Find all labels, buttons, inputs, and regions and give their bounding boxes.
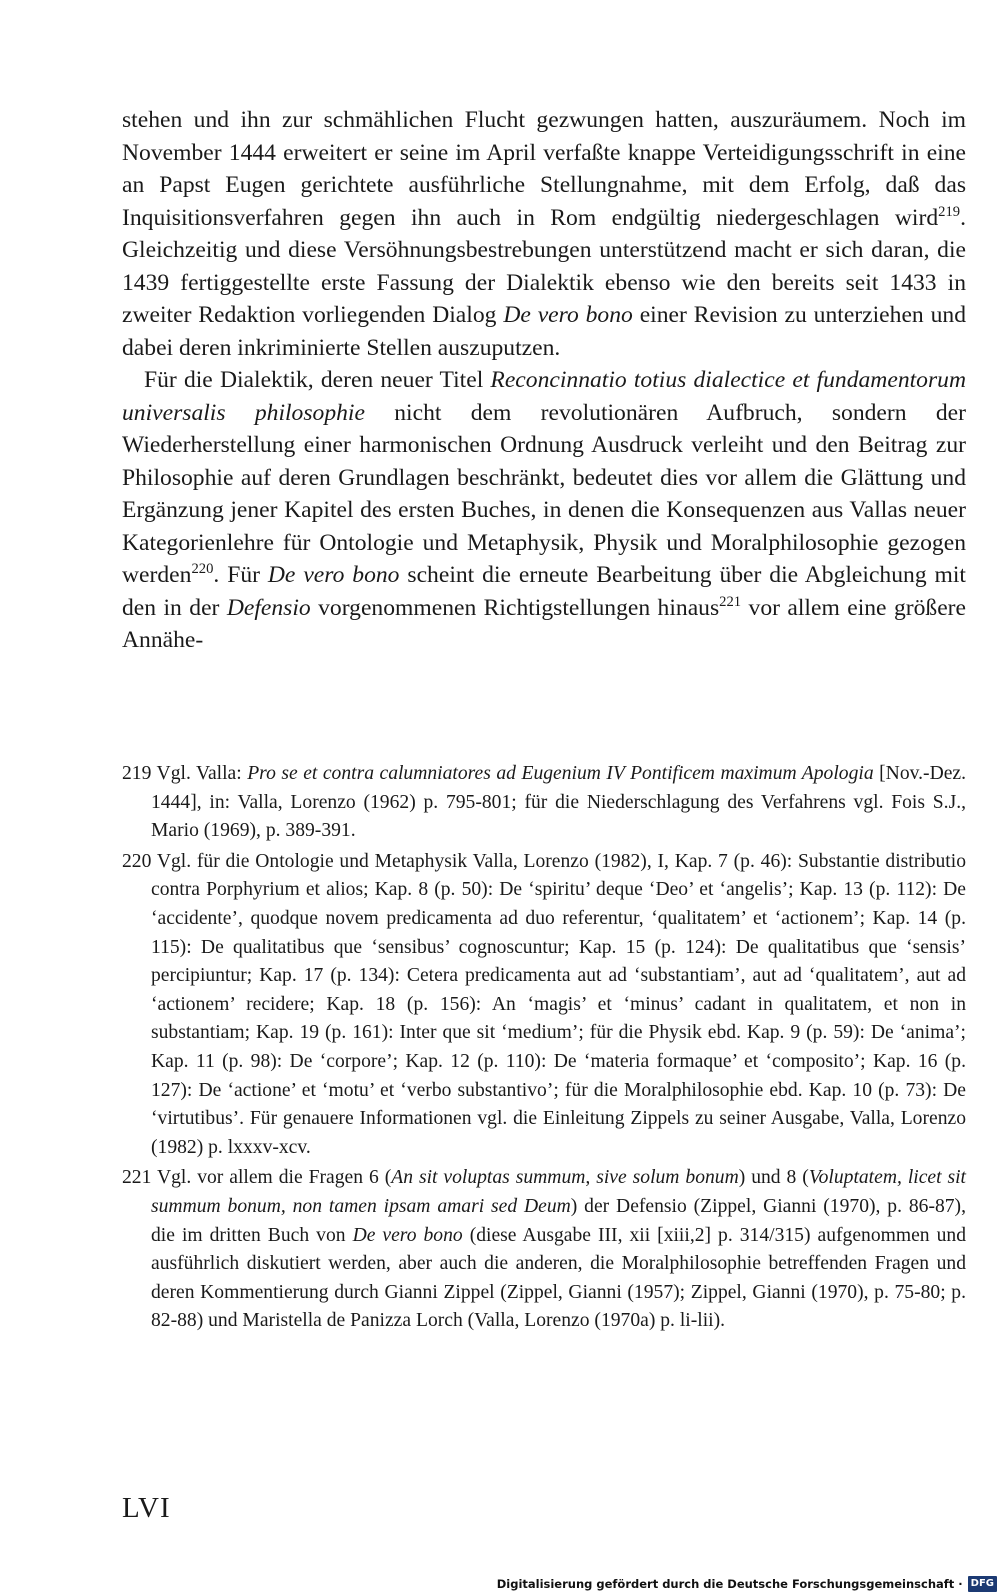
italic-text: De vero bono — [503, 302, 633, 328]
footnote — [122, 760, 966, 846]
italic-text: Pro se et contra calumniatores ad Eugenium IV Pontificem maximum Apologia — [247, 763, 874, 784]
footnote-number: 220 — [122, 850, 152, 872]
italic-text: Voluptatem, licet sit summum bonum, non tamen ipsam amari sed Deum — [151, 1167, 966, 1217]
footnote-number: 221 — [122, 1167, 152, 1189]
page-number: LVI — [122, 1492, 171, 1524]
footnote-reference: 219 — [938, 203, 961, 220]
main-text — [122, 104, 966, 657]
digitization-credit — [497, 1575, 997, 1593]
paragraph — [122, 104, 966, 364]
footnote — [122, 848, 966, 1163]
footnote-number: 219 — [122, 763, 152, 784]
footnote-reference: 220 — [191, 560, 214, 577]
text-run: Vgl. für die Ontologie und Metaphysik Valla, Lorenzo (1982), I, Kap. 7 (p. 46): Substantie distributio contra Porphyrium et alios; Kap. 8 (p. 50): De ‘spiritu’ deque ‘Deo’ et ‘angelis’; Kap. 13 (p. 112): De ‘accidente’, quodque novem predicamenta ad duo referentur, ‘qualitatem’ et ‘actionem’; Kap. 14 (p. 115): De qualitatibus que ‘sensibus’ cognoscuntur; Kap. 15 (p. 124): De qualitatibus que ‘sensis’ percipiuntur; Kap. 17 (p. 134): Cetera predicamenta aut ad ‘substantiam’, aut ad ‘qualitatem’, aut ad ‘actionem’ recidere; Kap. 18 (p. 156): An ‘magis’ et ‘minus’ cadant in qualitatem, et non in substantiam; Kap. 19 (p. 161): Inter que sit ‘medium’; für die Physik ebd. Kap. 9 (p. 59): De ‘anima’; Kap. 11 (p. 98): De ‘corpore’; Kap. 12 (p. 110): De ‘materia formaque’ et ‘composito’; Kap. 16 (p. 127): De ‘actione’ et ‘motu’ et ‘verbo substantivo’; für die Moralphilosophie ebd. Kap. 10 (p. 73): De ‘virtutibus’. Für genauere Informationen vgl. die Einleitung Zippels zu seiner Ausgabe, Valla, Lorenzo (1982) p. lxxxv-xcv. — [151, 850, 966, 1158]
digitization-credit-text: Digitalisierung gefördert durch die Deutsche Forschungsgemeinschaft · — [496, 1577, 963, 1591]
text-run: . Gleichzeitig und diese Versöhnungsbestrebungen unterstützend macht er sich daran, die 1439 fertiggestellte erste Fassung der Dialektik ebenso wie den bereits seit 1433 in zweiter Redaktion vorliegenden Dialog — [122, 204, 966, 328]
italic-text: De vero bono — [267, 562, 400, 588]
italic-text: Reconcinnatio totius dialectice et fundamentorum universalis philosophie — [122, 367, 966, 426]
text-run: ) und 8 ( — [738, 1167, 809, 1189]
paragraph — [122, 364, 966, 657]
text-run: Für die Dialektik, deren neuer Titel — [144, 367, 491, 393]
italic-text: An sit voluptas summum, sive solum bonum — [391, 1167, 739, 1189]
footnote-reference: 221 — [719, 593, 742, 610]
text-run: nicht dem revolutionären Aufbruch, sondern der Wiederherstellung einer harmonischen Ordnung Ausdruck verleiht und den Beitrag zur Philosophie auf deren Grundlagen beschränkt, bedeutet dies vor allem die Glättung und Ergänzung jener Kapitel des ersten Buches, in denen die Konsequenzen aus Vallas neuer Kategorienlehre für Ontologie und Metaphysik, Physik und Moralphilosophie gezogen werden — [122, 399, 966, 588]
text-run: [Nov.-Dez. 1444], in: Valla, Lorenzo (1962) p. 795-801; für die Niederschlagung des Verfahrens vgl. Fois S.J., Mario (1969), p. 389-391. — [151, 763, 967, 842]
text-run: Vgl. Valla: — [156, 763, 248, 784]
text-run: Vgl. vor allem die Fragen 6 ( — [156, 1167, 392, 1189]
text-run: stehen und ihn zur schmählichen Flucht gezwungen hatten, auszuräumem. Noch im November 1444 erweitert er seine im April verfaßte knappe Verteidigungsschrift in eine an Papst Eugen gerichtete ausführliche Stellungnahme, mit dem Erfolg, daß das Inquisitionsverfahren gegen ihn auch in Rom endgültig niedergeschlagen wird — [122, 107, 966, 231]
text-run: scheint die erneute Bearbeitung über die Abgleichung mit den in der — [122, 562, 966, 621]
dfg-logo: DFG — [968, 1576, 997, 1592]
text-run: (diese Ausgabe III, xii [xiii,2] p. 314/315) aufgenommen und ausführlich diskutiert werden, aber auch die anderen, die Moralphilosophie betreffenden Fragen und deren Kommentierung durch Gianni Zippel (Zippel, Gianni (1957); Zippel, Gianni (1970), p. 75-80; p. 82-88) und Maristella de Panizza Lorch (Valla, Lorenzo (1970a) p. li-lii). — [151, 1224, 966, 1332]
text-run: . Für — [213, 562, 268, 588]
footnote — [122, 1164, 966, 1336]
italic-text: Defensio — [226, 594, 311, 621]
text-run: vorgenommenen Richtigstellungen hinaus — [310, 594, 720, 621]
italic-text: De vero bono — [352, 1224, 463, 1246]
text-run: ) der Defensio (Zippel, Gianni (1970), p. 86-87), die im dritten Buch von — [151, 1195, 966, 1246]
text-run: vor allem eine größere Annähe- — [122, 594, 966, 653]
text-run: einer Revision zu unterziehen und dabei deren inkriminierte Stellen auszuputzen. — [122, 302, 966, 361]
footnotes — [122, 760, 966, 1338]
